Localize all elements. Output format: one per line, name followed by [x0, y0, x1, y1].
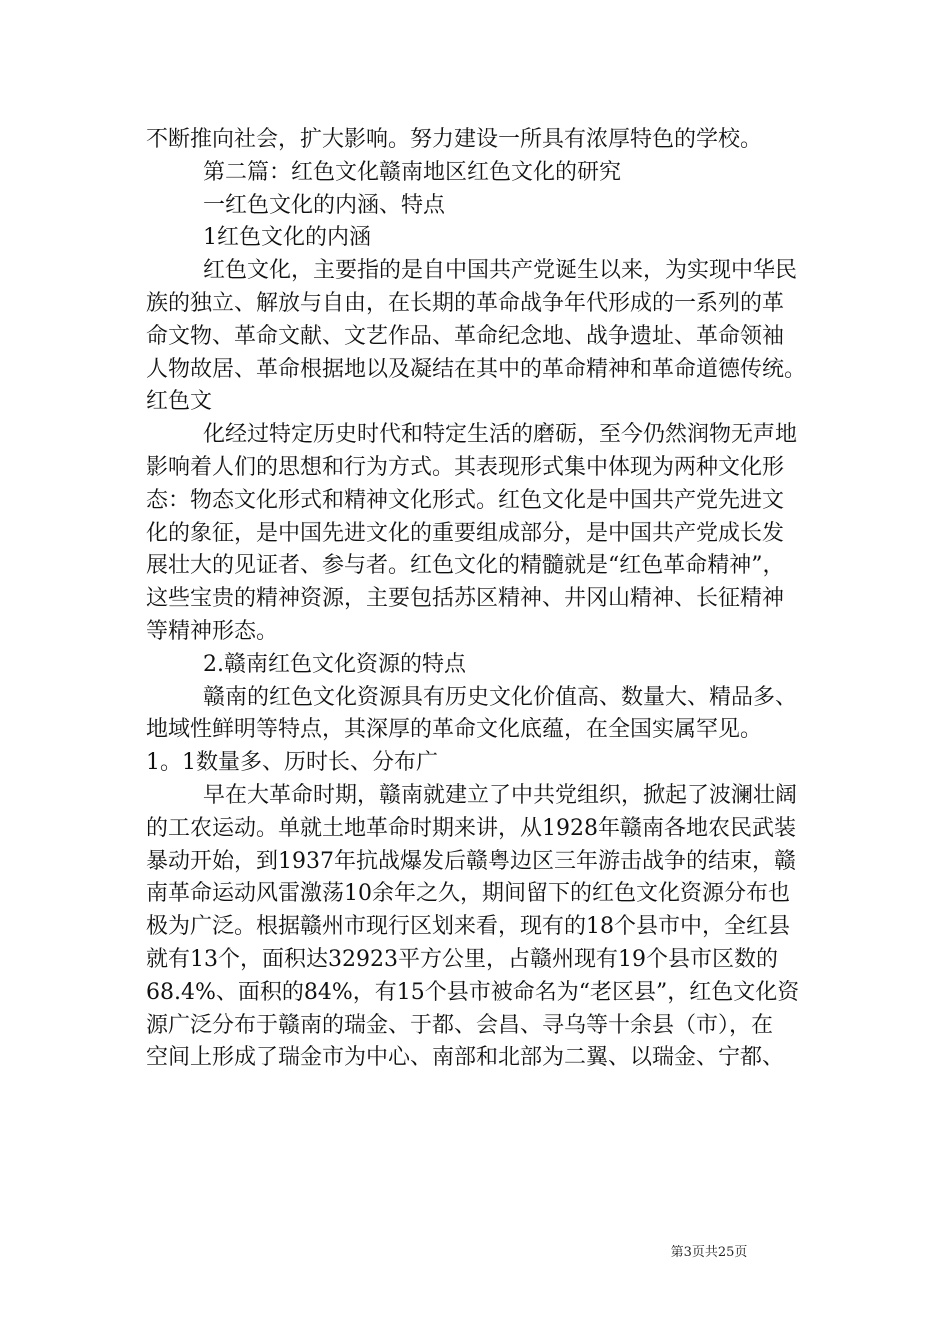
text-line: 就有13个，面积达32923平方公里，占赣州现有19个县市区数的: [146, 946, 778, 972]
page-number: 第3页共25页: [670, 1245, 748, 1260]
text-line: 空间上形成了瑞金市为中心、南部和北部为二翼、以瑞金、宁都、: [146, 1045, 785, 1071]
text-line: 态：物态文化形式和精神文化形式。红色文化是中国共产党先进文: [146, 487, 785, 513]
text-line: 化的象征，是中国先进文化的重要组成部分，是中国共产党成长发: [146, 520, 785, 546]
text-line: 南革命运动风雷激荡10余年之久，期间留下的红色文化资源分布也: [146, 881, 790, 907]
text-line: 暴动开始，到1937年抗战爆发后赣粤边区三年游击战争的结束，赣: [146, 848, 796, 874]
text-line: 1。1数量多、历时长、分布广: [146, 750, 438, 776]
text-line: 一红色文化的内涵、特点: [203, 192, 446, 218]
text-line: 第二篇：红色文化赣南地区红色文化的研究: [203, 159, 622, 185]
text-line: 早在大革命时期，赣南就建立了中共党组织，掀起了波澜壮阔: [203, 782, 798, 808]
text-line: 的工农运动。单就土地革命时期来讲，从1928年赣南各地农民武装: [146, 815, 796, 841]
text-line: 源广泛分布于赣南的瑞金、于都、会昌、寻乌等十余县（市），在: [146, 1012, 774, 1038]
text-line: 红色文化，主要指的是自中国共产党诞生以来，为实现中华民: [203, 258, 798, 284]
text-line: 极为广泛。根据赣州市现行区划来看，现有的18个县市中，全红县: [146, 914, 790, 940]
text-line: 等精神形态。: [146, 618, 279, 644]
document-body: [146, 124, 826, 1075]
text-line: 不断推向社会，扩大影响。努力建设一所具有浓厚特色的学校。: [146, 127, 763, 152]
text-line: 红色文: [146, 389, 213, 415]
text-line: 展壮大的见证者、参与者。红色文化的精髓就是“红色革命精神”，: [146, 553, 785, 579]
text-line: 化经过特定历史时代和特定生活的磨砺，至今仍然润物无声地: [203, 422, 798, 448]
text-line: 地域性鲜明等特点，其深厚的革命文化底蕴，在全国实属罕见。: [146, 717, 763, 743]
text-line: 这些宝贵的精神资源，主要包括苏区精神、井冈山精神、长征精神: [146, 586, 785, 612]
text-line: 2.赣南红色文化资源的特点: [203, 651, 466, 677]
text-line: 命文物、革命文献、文艺作品、革命纪念地、战争遗址、革命领袖: [146, 323, 785, 349]
text-line: 人物故居、革命根据地以及凝结在其中的革命精神和革命道德传统。: [146, 356, 807, 382]
text-line: 赣南的红色文化资源具有历史文化价值高、数量大、精品多、: [203, 684, 798, 710]
text-line: 影响着人们的思想和行为方式。其表现形式集中体现为两种文化形: [146, 454, 785, 480]
text-line: 1红色文化的内涵: [203, 225, 371, 251]
text-line: 68.4%、面积的84%，有15个县市被命名为“老区县”，红色文化资: [146, 979, 800, 1005]
text-line: 族的独立、解放与自由，在长期的革命战争年代形成的一系列的革: [146, 290, 785, 316]
